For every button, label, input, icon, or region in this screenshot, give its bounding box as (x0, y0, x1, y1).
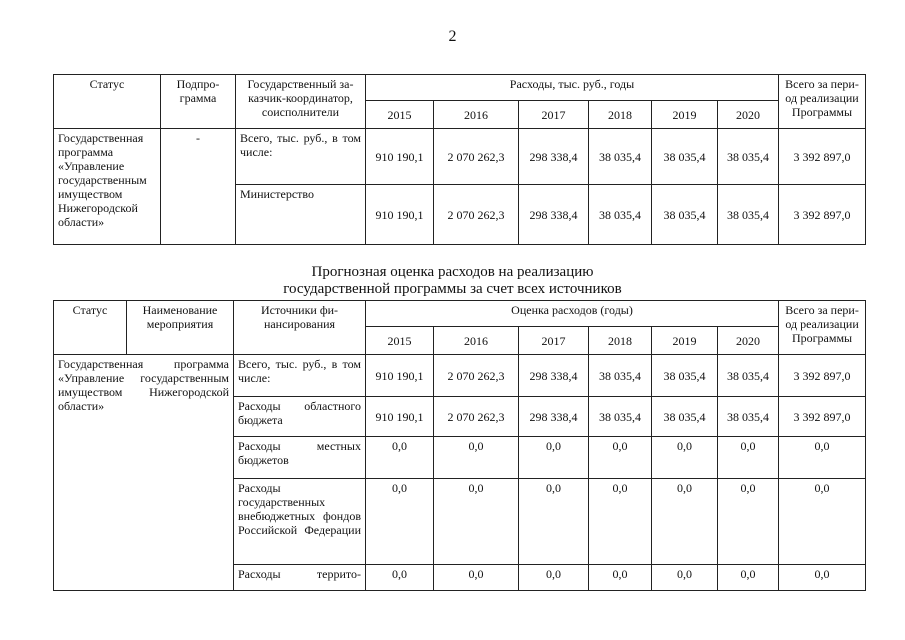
header-sources: Источники фи- нансирования (234, 301, 366, 355)
value-cell: 0,0 (652, 479, 718, 565)
section-title (0, 264, 905, 298)
year-header: 2015 (366, 101, 434, 129)
value-cell: 910 190,1 (366, 129, 434, 185)
value-cell: 0,0 (434, 479, 519, 565)
value-cell: 2 070 262,3 (434, 355, 519, 397)
value-cell: 298 338,4 (519, 185, 589, 245)
value-cell: 0,0 (434, 565, 519, 591)
value-cell: 0,0 (434, 437, 519, 479)
value-cell: 38 035,4 (652, 355, 718, 397)
value-cell: 0,0 (652, 565, 718, 591)
year-header: 2016 (434, 101, 519, 129)
value-cell: 38 035,4 (589, 355, 652, 397)
value-cell: 38 035,4 (718, 355, 779, 397)
value-cell: 0,0 (718, 479, 779, 565)
row-label: Министерство (236, 185, 366, 245)
value-cell: 38 035,4 (589, 185, 652, 245)
value-cell: 0,0 (718, 437, 779, 479)
total-cell: 0,0 (779, 437, 866, 479)
value-cell: 910 190,1 (366, 185, 434, 245)
value-cell: 38 035,4 (718, 185, 779, 245)
subprogram-cell: - (161, 129, 236, 245)
row-label: Всего, тыс. руб., в том числе: (234, 355, 366, 397)
value-cell: 910 190,1 (366, 355, 434, 397)
value-cell: 38 035,4 (718, 129, 779, 185)
value-cell: 0,0 (519, 479, 589, 565)
section-title-line-2: государственной программы за счет всех источников (283, 281, 622, 297)
value-cell: 298 338,4 (519, 355, 589, 397)
value-cell: 910 190,1 (366, 397, 434, 437)
year-header: 2018 (589, 101, 652, 129)
year-header: 2015 (366, 327, 434, 355)
year-header: 2019 (652, 327, 718, 355)
forecast-table (53, 300, 866, 591)
year-header: 2017 (519, 327, 589, 355)
value-cell: 0,0 (366, 479, 434, 565)
value-cell: 0,0 (589, 437, 652, 479)
header-status: Статус (54, 301, 127, 355)
value-cell: 0,0 (366, 437, 434, 479)
value-cell: 38 035,4 (589, 129, 652, 185)
value-cell: 2 070 262,3 (434, 129, 519, 185)
header-expenses: Расходы, тыс. руб., годы (366, 75, 779, 101)
year-header: 2020 (718, 327, 779, 355)
header-total: Всего за пери- од реализации Программы (779, 301, 866, 355)
row-label: Всего, тыс. руб., в том числе: (236, 129, 366, 185)
table-row (54, 355, 866, 397)
value-cell: 0,0 (589, 565, 652, 591)
year-header: 2019 (652, 101, 718, 129)
value-cell: 0,0 (519, 437, 589, 479)
total-cell: 3 392 897,0 (779, 185, 866, 245)
header-expenses: Оценка расходов (годы) (366, 301, 779, 327)
total-cell: 0,0 (779, 565, 866, 591)
page-number: 2 (448, 28, 457, 45)
value-cell: 0,0 (519, 565, 589, 591)
table-row (54, 129, 866, 185)
header-customer: Государственный за- казчик-координатор, соисполнители (236, 75, 366, 129)
total-cell: 0,0 (779, 479, 866, 565)
value-cell: 2 070 262,3 (434, 397, 519, 437)
value-cell: 298 338,4 (519, 129, 589, 185)
total-cell: 3 392 897,0 (779, 397, 866, 437)
row-label: Расходы террито- (234, 565, 366, 591)
value-cell: 0,0 (652, 437, 718, 479)
status-cell: Государственная программа «Управление государственным имуществом Нижегородской области» (54, 355, 234, 591)
expenses-table (53, 74, 866, 245)
value-cell: 0,0 (589, 479, 652, 565)
header-status: Статус (54, 75, 161, 129)
total-cell: 3 392 897,0 (779, 355, 866, 397)
value-cell: 38 035,4 (652, 129, 718, 185)
section-title-line-1: Прогнозная оценка расходов на реализацию (311, 264, 594, 280)
row-label: Расходы местных бюджетов (234, 437, 366, 479)
value-cell: 38 035,4 (652, 185, 718, 245)
row-label: Расходы государственных внебюджетных фондов Российской Федерации (234, 479, 366, 565)
year-header: 2017 (519, 101, 589, 129)
status-cell: Государственная программа «Управление государственным имуществом Нижегородской области» (54, 129, 161, 245)
total-cell: 3 392 897,0 (779, 129, 866, 185)
year-header: 2018 (589, 327, 652, 355)
header-name: Наименование мероприятия (127, 301, 234, 355)
year-header: 2020 (718, 101, 779, 129)
value-cell: 298 338,4 (519, 397, 589, 437)
header-total: Всего за пери- од реализации Программы (779, 75, 866, 129)
value-cell: 38 035,4 (718, 397, 779, 437)
value-cell: 38 035,4 (652, 397, 718, 437)
year-header: 2016 (434, 327, 519, 355)
header-subprogram: Подпро- грамма (161, 75, 236, 129)
row-label: Расходы областного бюджета (234, 397, 366, 437)
value-cell: 0,0 (366, 565, 434, 591)
value-cell: 38 035,4 (589, 397, 652, 437)
value-cell: 0,0 (718, 565, 779, 591)
value-cell: 2 070 262,3 (434, 185, 519, 245)
